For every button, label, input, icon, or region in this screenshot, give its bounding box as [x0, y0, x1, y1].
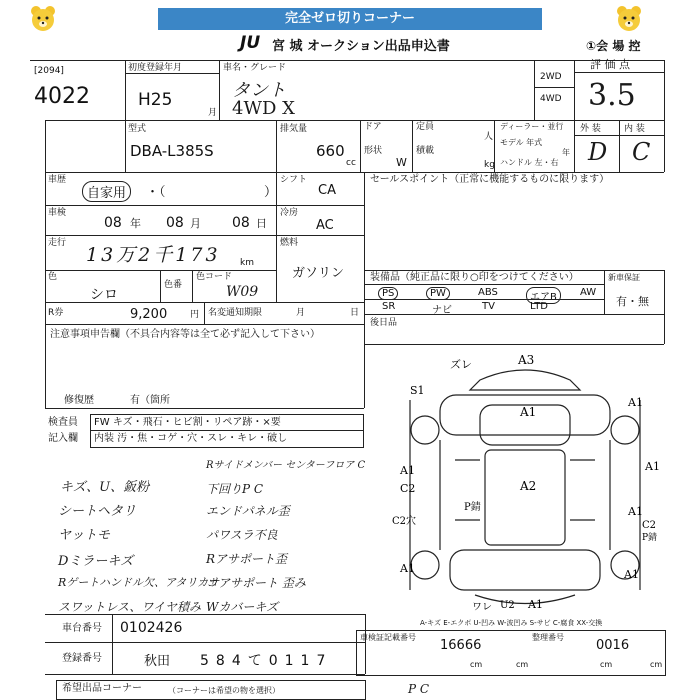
- repair-value: 有（箇所: [130, 395, 170, 406]
- equip-pw: PW: [426, 287, 450, 300]
- r-value: 9,200: [130, 307, 168, 322]
- first-reg-label: 初度登録年月: [128, 63, 183, 73]
- new-car-label: 新車保証: [608, 273, 640, 282]
- grade: 4WD X: [232, 98, 295, 119]
- diagram-mark: A1: [645, 460, 660, 473]
- diagram-mark: A1: [400, 464, 415, 477]
- aircon-value: AC: [316, 218, 334, 233]
- coupon-value: 0016: [596, 638, 630, 653]
- meigi-label: 名変通知期限: [208, 308, 263, 318]
- equip-ps: PS: [378, 287, 398, 300]
- insp-day-char: 日: [256, 217, 267, 230]
- reg-number: 584て0117: [200, 653, 333, 669]
- equip-tv: TV: [482, 301, 495, 312]
- diagram-mark: A1: [628, 396, 643, 409]
- equip-label: 装備品（純正品に限り○印をつけてください）: [370, 272, 579, 283]
- exterior-label: 外 装: [580, 124, 601, 134]
- marker-items: 内装 汚・焦・コゲ・穴・スレ・キレ・破し: [94, 433, 288, 444]
- model-label: 型式: [128, 124, 147, 134]
- diagram-mark: A1: [400, 562, 415, 575]
- comment-4: Dミラーキズ: [58, 554, 134, 569]
- comment-right-4: パワスラ不良: [206, 528, 278, 542]
- corner-note: （コーナーは希望の物を選択）: [168, 686, 280, 695]
- model-year-label: モデル 年式: [500, 138, 543, 147]
- insp-month: 08: [166, 215, 184, 231]
- exterior-value: D: [588, 138, 608, 166]
- diagram-mark: A1: [520, 405, 537, 419]
- disp-label: 排気量: [280, 124, 308, 134]
- bear-mascot-icon: [614, 4, 644, 34]
- mileage-label: 走行: [48, 238, 67, 248]
- comment-right-5: Rアサポート歪: [206, 552, 288, 566]
- history-paren: ・（: [146, 185, 166, 200]
- aircon-label: 冷房: [280, 208, 299, 218]
- code-label: [2094]: [34, 66, 64, 76]
- diagram-mark: P錆: [464, 502, 481, 513]
- notes-label: 注意事項申告欄（不具合内容等は全て必ず記入して下さい）: [50, 329, 320, 340]
- repair-label: 修復歴: [64, 395, 94, 406]
- reg-label: 登録番号: [62, 653, 102, 664]
- diagram-mark: A3: [518, 353, 535, 367]
- color-code-label: 色コード: [196, 272, 233, 282]
- marker-label: 記入欄: [48, 433, 78, 444]
- door-label: ドア: [364, 122, 382, 132]
- fuel-label: 燃料: [280, 238, 299, 248]
- score-label: 評 価 点: [590, 58, 630, 71]
- diagram-mark: C2: [642, 520, 657, 531]
- r-unit: 円: [190, 310, 200, 320]
- cm-unit: cm: [516, 660, 529, 669]
- shape-value: W: [396, 156, 407, 169]
- disp-unit: cc: [346, 158, 356, 168]
- plate-label: 車台番号: [62, 623, 102, 634]
- capacity-label: 定員: [416, 122, 435, 132]
- diagram-mark: P錆: [642, 533, 658, 543]
- diagram-mark: C2穴: [392, 516, 417, 527]
- diagram-mark: ワレ: [472, 602, 492, 613]
- diagram-mark: A1: [528, 598, 543, 611]
- shift-value: CA: [318, 183, 336, 198]
- load-label: 積載: [416, 146, 435, 156]
- warranty-value: 有・無: [616, 295, 649, 308]
- bear-mascot-icon: [28, 4, 58, 34]
- equip-airbag: エアB: [526, 287, 561, 304]
- cm-unit: cm: [600, 660, 613, 669]
- form-title: 宮 城 オークション出品申込書: [272, 39, 450, 54]
- equip-ltd: LTD: [530, 301, 549, 312]
- insp-day: 08: [232, 215, 250, 231]
- ju-logo: JU: [240, 33, 261, 53]
- diagram-mark: U2: [500, 600, 515, 611]
- shift-label: シフト: [280, 175, 308, 185]
- year-unit: 年: [562, 148, 570, 157]
- equip-abs: ABS: [478, 287, 498, 298]
- first-reg-value: H25: [138, 90, 173, 110]
- comment-3: ヤットモ: [58, 528, 111, 543]
- lot-number: 4022: [34, 84, 90, 109]
- capacity-unit: 人: [484, 132, 494, 142]
- diagram-legend: A-キズ E-エクボ U-凹み W-波凹み S-サビ C-腐食 XX-交換: [420, 619, 603, 627]
- inspection-label: 車検: [48, 208, 67, 218]
- plate-value: 0102426: [120, 620, 183, 636]
- comment-1: キズ、U、鈑粉: [60, 480, 150, 495]
- corner-label: 希望出品コーナー: [62, 683, 142, 694]
- equip-navi: ナビ: [432, 305, 452, 316]
- r-label: R券: [48, 308, 64, 318]
- disp-value: 660: [316, 142, 345, 160]
- shape-label: 形状: [364, 146, 383, 156]
- mileage-value: 13万2千173: [86, 244, 221, 266]
- interior-value: C: [632, 138, 651, 166]
- month-unit: 月: [208, 108, 218, 118]
- diagram-mark: A1: [624, 568, 639, 581]
- color-no-label: 色番: [164, 280, 183, 290]
- drive-4wd: 4WD: [540, 94, 562, 104]
- meigi-month: 月: [296, 308, 306, 318]
- diagram-mark: ズレ: [450, 358, 472, 371]
- drive-2wd: 2WD: [540, 72, 562, 82]
- handle-label: ハンドル 左・右: [500, 158, 559, 167]
- equip-sr: SR: [382, 301, 396, 312]
- comment-2: シートヘタリ: [58, 504, 137, 519]
- car-name-label: 車名・グレード: [223, 63, 287, 73]
- checker-items: FW キズ・飛石・ヒビ割・リペア跡・×要: [94, 417, 281, 428]
- comment-right-1: Rサイドメンバー センターフロア C: [206, 460, 366, 471]
- insp-year-char: 年: [130, 217, 141, 230]
- venue-copy: ①会 場 控: [586, 39, 641, 53]
- comment-right-2: 下回りP C: [206, 482, 264, 496]
- checker-label: 検査員: [48, 417, 78, 428]
- insp-year: 08: [104, 215, 122, 231]
- coupon-label: 整理番号: [532, 633, 564, 642]
- cm-unit: cm: [470, 660, 483, 669]
- history-value: 自家用: [82, 181, 131, 202]
- diagram-mark: A2: [520, 479, 537, 493]
- color-value: シロ: [90, 287, 118, 303]
- sticker-label: 車検証記載番号: [360, 633, 416, 642]
- load-unit: kg: [484, 160, 495, 170]
- sales-point-label: セールスポイント（正常に機能するものに限ります）: [370, 174, 610, 185]
- color-label: 色: [48, 272, 58, 282]
- meigi-day: 日: [350, 308, 360, 318]
- history-paren-close: ）: [264, 185, 278, 200]
- interior-label: 内 装: [624, 124, 645, 134]
- car-name: タント: [232, 80, 286, 101]
- color-code-value: W09: [226, 284, 259, 300]
- comment-6: スワットレス、ワイヤ積み: [58, 600, 202, 614]
- insp-month-char: 月: [190, 217, 201, 230]
- comment-5: Rゲートハンドル欠、アタリカサ: [58, 576, 220, 589]
- sticker-value: 16666: [440, 638, 482, 653]
- diagram-mark: C2: [400, 482, 416, 495]
- fuel-value: ガソリン: [292, 266, 345, 281]
- diagram-mark: S1: [410, 384, 425, 397]
- history-label: 車歴: [48, 175, 67, 185]
- diagram-mark: A1: [628, 505, 643, 518]
- comment-right-7: Wカバーキズ: [206, 600, 279, 614]
- comment-right-6: コアサポート 歪み: [206, 576, 306, 590]
- score-value: 3.5: [588, 78, 636, 113]
- corner-hand: P C: [408, 682, 430, 696]
- reg-area: 秋田: [144, 654, 171, 669]
- dealer-label: ディーラー・並行: [500, 122, 564, 131]
- rear-label: 後日品: [370, 318, 398, 328]
- comment-right-3: エンドパネル歪: [206, 504, 290, 518]
- banner-title: 完全ゼロ切りコーナー: [158, 8, 542, 30]
- cm-unit: cm: [650, 660, 663, 669]
- model-value: DBA-L385S: [130, 142, 214, 160]
- equip-aw: AW: [580, 287, 597, 298]
- km-unit: km: [240, 258, 254, 268]
- car-damage-diagram: [380, 350, 670, 620]
